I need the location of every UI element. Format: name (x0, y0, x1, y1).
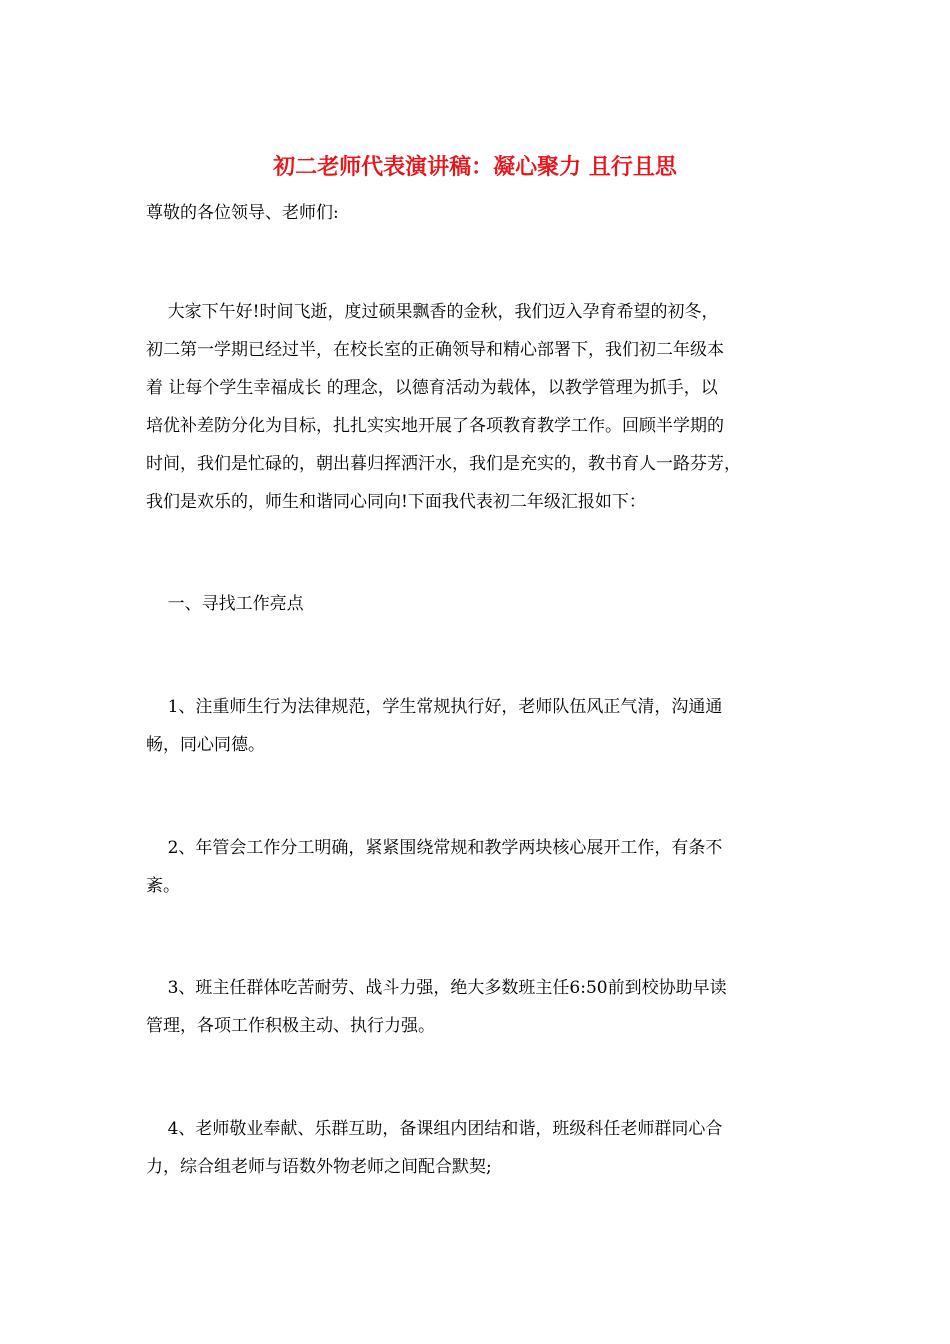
intro-line-3: 着 让每个学生幸福成长 的理念，以德育活动为载体，以教学管理为抓手，以 (146, 378, 718, 398)
document-title: 初二老师代表演讲稿：凝心聚力 且行且思 (273, 155, 677, 180)
salutation: 尊敬的各位领导、老师们: (146, 203, 339, 223)
intro-line-2: 初二第一学期已经过半，在校长室的正确领导和精心部署下，我们初二年级本 (146, 340, 724, 360)
item-3-line-1: 3、班主任群体吃苦耐劳、战斗力强，绝大多数班主任6:50前到校协助早读 (146, 978, 727, 998)
item-1-line-2: 畅，同心同德。 (146, 735, 265, 755)
intro-line-5: 时间，我们是忙碌的，朝出暮归挥洒汗水，我们是充实的，教书育人一路芬芳， (146, 454, 741, 474)
intro-line-1: 大家下午好!时间飞逝，度过硕果飘香的金秋，我们迈入孕育希望的初冬， (146, 302, 719, 322)
item-2-line-1: 2、年管会工作分工明确，紧紧围绕常规和教学两块核心展开工作，有条不 (146, 838, 723, 858)
item-1-line-1: 1、注重师生行为法律规范，学生常规执行好，老师队伍风正气清，沟通通 (146, 697, 723, 717)
item-2-line-2: 紊。 (146, 876, 180, 896)
item-4-line-2: 力，综合组老师与语数外物老师之间配合默契; (146, 1157, 492, 1177)
item-4-line-1: 4、老师敬业奉献、乐群互助，备课组内团结和谐，班级科任老师群同心合 (146, 1119, 723, 1139)
intro-line-4: 培优补差防分化为目标，扎扎实实地开展了各项教育教学工作。回顾半学期的 (146, 416, 724, 436)
section-heading: 一、寻找工作亮点 (146, 594, 304, 614)
item-3-line-2: 管理，各项工作积极主动、执行力强。 (146, 1016, 435, 1036)
intro-line-6: 我们是欢乐的，师生和谐同心同向!下面我代表初二年级汇报如下： (146, 492, 646, 512)
